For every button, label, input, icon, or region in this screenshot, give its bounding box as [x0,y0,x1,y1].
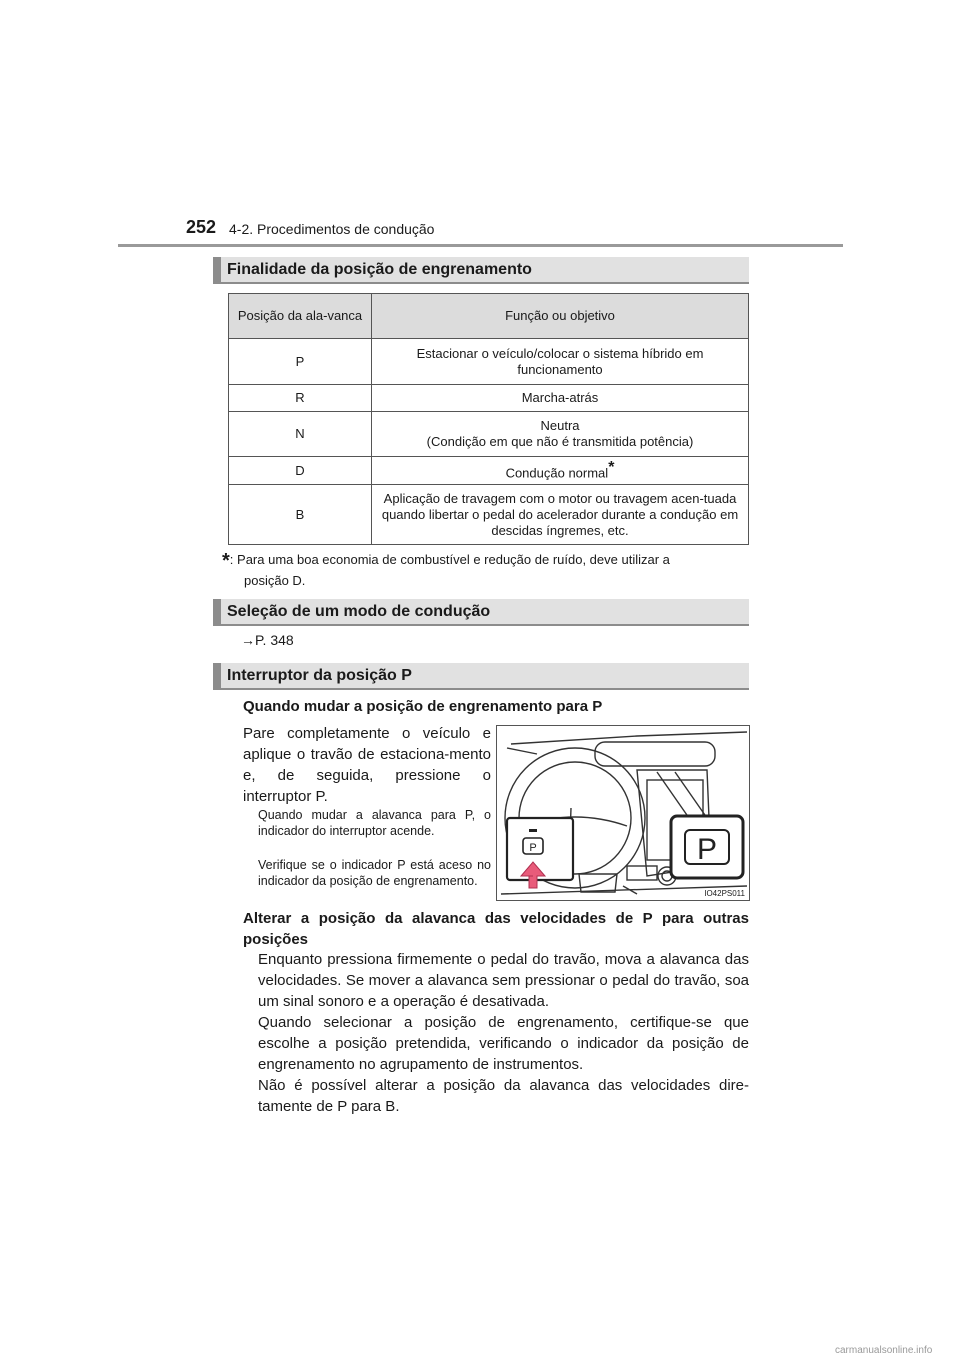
table-row [229,485,749,545]
watermark: carmanualsonline.info [835,1345,933,1356]
p-switch-button-label: P [529,842,537,854]
footnote-continuation: posição D. [244,573,306,588]
dashboard-drawing [497,726,749,900]
table-header-function: Função ou objetivo [372,294,749,339]
table-cell-position: P [229,339,372,385]
paragraph-press-brake: Enquanto pressiona firmemente o pedal do travão, mova a alavanca das velocidades. Se mover a alavanca sem pressionar o pedal do travão, soa um sinal sonoro e a operação é desativada. [258,951,749,1010]
table-cell-position: D [229,457,372,485]
section-title-drive-mode: Seleção de um modo de condução [213,599,749,626]
p-indicator-light [529,829,537,832]
table-cell-function-text: Condução normal [505,465,609,481]
p-button-callout-label: P [696,833,718,866]
footnote-star: * [222,550,230,572]
table-cell-function: Marcha-atrás [372,385,749,412]
table-row [229,385,749,412]
page-reference-link[interactable]: →P. 348 [241,632,294,648]
paragraph-stop-vehicle: Pare completamente o veículo e aplique o travão de estaciona-mento e, de seguida, pressione o interruptor P. [243,725,491,805]
table-cell-position: R [229,385,372,412]
table-row [229,457,749,485]
subheading-shift-from-p: Alterar a posição da alavanca das velocidades de P para outras posições [243,910,749,948]
paragraph-p-to-b: Não é possível alterar a posição da alavanca das velocidades dire-tamente de P para B. [258,1077,749,1115]
page-number: 252 [186,217,217,237]
table-cell-function: Aplicação de travagem com o motor ou travagem acen-tuada quando libertar o pedal do acelerador durante a condução em descidas íngremes, etc. [372,485,749,545]
subheading-shift-to-p: Quando mudar a posição de engrenamento para P [243,698,603,715]
note-indicator-lights: Quando mudar a alavanca para P, o indicador do interruptor acende. [258,808,491,838]
note-verify-indicator: Verifique se o indicador P está aceso no indicador da posição de engrenamento. [258,858,491,888]
chapter-title: 4-2. Procedimentos de condução [229,221,435,237]
header-rule [118,244,843,247]
table-cell-function: Neutra (Condição em que não é transmitida potência) [372,412,749,457]
figure-code: IO42PS011 [704,889,745,898]
table-row [229,339,749,385]
section-title-gear-purpose: Finalidade da posição de engrenamento [213,257,749,284]
footnote-marker: * [608,458,615,476]
paragraph-select-position: Quando selecionar a posição de engrenamento, certifique-se que escolhe a posição pretendida, verificando o indicador da posição de engrenamento no agrupamento de instrumentos. [258,1014,749,1073]
table-row [229,412,749,457]
footnote [222,550,750,590]
table-cell-position: B [229,485,372,545]
table-cell-function: Estacionar o veículo/colocar o sistema híbrido em funcionamento [372,339,749,385]
footnote-text: : Para uma boa economia de combustível e redução de ruído, deve utilizar a [229,552,670,567]
section-title-p-switch: Interruptor da posição P [213,663,749,690]
p-switch-illustration [496,725,750,901]
gear-position-table [228,293,749,545]
table-header-position: Posição da ala-vanca [229,294,372,339]
table-cell-function [372,457,749,485]
table-cell-position: N [229,412,372,457]
